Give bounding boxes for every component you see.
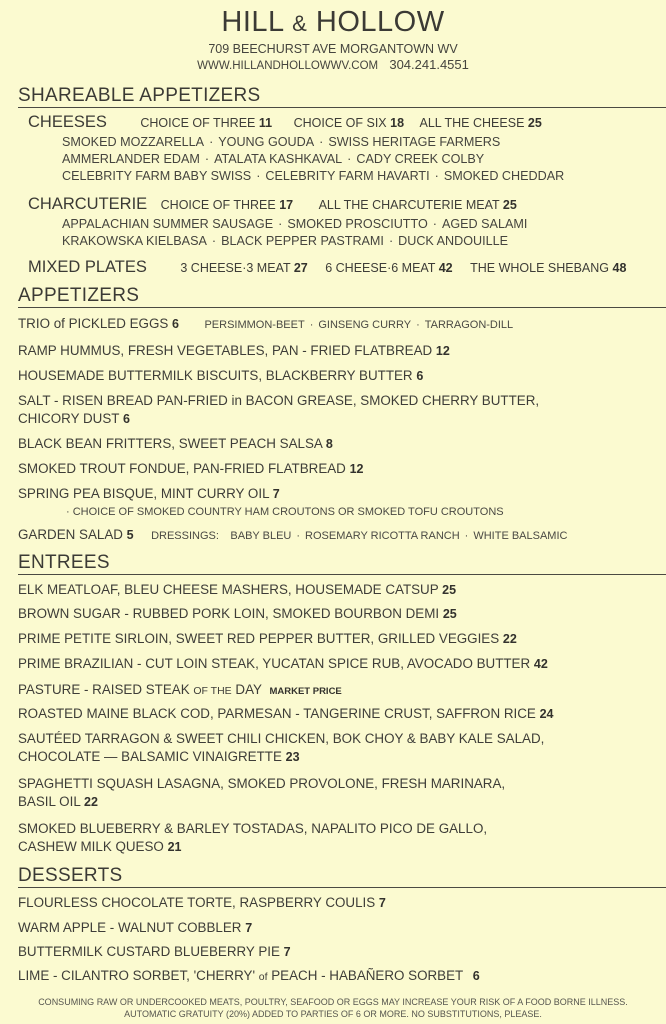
charcuterie-option-1: CHOICE OF THREE 17 (160, 198, 294, 212)
charcuterie-header (28, 196, 517, 213)
menu-item-blueberry-pie: BUTTERMILK CUSTARD BLUEBERRY PIE 7 (18, 944, 291, 959)
cheese-list-line-1: SMOKED MOZZARELLA · YOUNG GOUDA · SWISS HERITAGE FARMERS (62, 135, 501, 149)
menu-item-salt-risen-bread: SALT - RISEN BREAD PAN-FRIED in BACON GREASE, SMOKED CHERRY BUTTER, CHICORY DUST 6 (18, 393, 540, 426)
cheeses-header (28, 114, 542, 131)
section-heading-appetizers: APPETIZERS (18, 285, 666, 308)
menu-item-tostadas: SMOKED BLUEBERRY & BARLEY TOSTADAS, NAPALITO PICO DE GALLO, CASHEW MILK QUESO 21 (18, 821, 488, 854)
menu-item-pickled-eggs: TRIO of PICKLED EGGS 6 PERSIMMON-BEET · GINSENG CURRY · TARRAGON-DILL (18, 316, 514, 331)
menu-item-elk-meatloaf: ELK MEATLOAF, BLEU CHEESE MASHERS, HOUSEMADE CATSUP 25 (18, 582, 457, 597)
menu-item-biscuits: HOUSEMADE BUTTERMILK BISCUITS, BLACKBERRY BUTTER 6 (18, 368, 424, 383)
cheese-option-1: CHOICE OF THREE 11 (140, 116, 273, 130)
title-left: HILL (221, 6, 284, 38)
cheese-option-2: CHOICE OF SIX 18 (293, 116, 405, 130)
menu-item-black-cod: ROASTED MAINE BLACK COD, PARMESAN - TANGERINE CRUST, SAFFRON RICE 24 (18, 706, 554, 721)
footer-disclaimer (0, 996, 666, 1020)
menu-item-tarragon-chicken: SAUTÉED TARRAGON & SWEET CHILI CHICKEN, BOK CHOY & BABY KALE SALAD, CHOCOLATE — BALSAMIC VINAIGRETTE 23 (18, 731, 545, 764)
charcuterie-list-line-2: KRAKOWSKA KIELBASA · BLACK PEPPER PASTRAMI · DUCK ANDOUILLE (62, 234, 509, 248)
mixed-plates-label: MIXED PLATES (28, 258, 147, 276)
mixed-option-1: 3 CHEESE·3 MEAT 27 (180, 261, 308, 275)
section-heading-desserts: DESSERTS (18, 865, 666, 888)
menu-item-apple-cobbler: WARM APPLE - WALNUT COBBLER 7 (18, 920, 253, 935)
phone-number: 304.241.4551 (389, 57, 469, 72)
pea-bisque-note: · CHOICE OF SMOKED COUNTRY HAM CROUTONS OR SMOKED TOFU CROUTONS (66, 506, 504, 518)
menu-item-sorbet: LIME - CILANTRO SORBET, 'CHERRY' of PEACH - HABAÑERO SORBET 6 (18, 968, 480, 983)
mixed-option-2: 6 CHEESE·6 MEAT 42 (325, 261, 453, 275)
menu-item-ramp-hummus: RAMP HUMMUS, FRESH VEGETABLES, PAN - FRIED FLATBREAD 12 (18, 343, 450, 358)
food-safety-notice: CONSUMING RAW OR UNDERCOOKED MEATS, POULTRY, SEAFOOD OR EGGS MAY INCREASE YOUR RISK OF A FOOD BORNE ILLNESS. (38, 997, 628, 1007)
cheese-list-line-3: CELEBRITY FARM BABY SWISS · CELEBRITY FARM HAVARTI · SMOKED CHEDDAR (62, 169, 565, 183)
section-heading-shareable: SHAREABLE APPETIZERS (18, 85, 666, 108)
cheese-option-3: ALL THE CHEESE 25 (419, 116, 542, 130)
mixed-plates-header (28, 259, 626, 276)
menu-item-pork-loin: BROWN SUGAR - RUBBED PORK LOIN, SMOKED BOURBON DEMI 25 (18, 606, 457, 621)
address: 709 BEECHURST AVE MORGANTOWN WV (208, 42, 458, 56)
menu-item-pasture-steak: PASTURE - RAISED STEAK OF THE DAY MARKET PRICE (18, 682, 342, 697)
title-right: HOLLOW (315, 6, 445, 38)
menu-header (0, 4, 666, 74)
menu-item-squash-lasagna: SPAGHETTI SQUASH LASAGNA, SMOKED PROVOLONE, FRESH MARINARA, BASIL OIL 22 (18, 776, 506, 809)
menu-item-trout-fondue: SMOKED TROUT FONDUE, PAN-FRIED FLATBREAD 12 (18, 461, 364, 476)
menu-item-chocolate-torte: FLOURLESS CHOCOLATE TORTE, RASPBERRY COULIS 7 (18, 895, 386, 910)
charcuterie-label: CHARCUTERIE (28, 195, 148, 213)
restaurant-name (0, 4, 666, 42)
cheeses-label: CHEESES (28, 113, 107, 131)
mixed-option-3: THE WHOLE SHEBANG 48 (470, 261, 627, 275)
website-link[interactable]: WWW.HILLANDHOLLOWWV.COM (197, 60, 379, 72)
contact-line (0, 57, 666, 74)
section-heading-entrees: ENTREES (18, 552, 666, 575)
menu-item-pea-bisque: SPRING PEA BISQUE, MINT CURRY OIL 7 (18, 486, 280, 501)
menu-item-sirloin: PRIME PETITE SIRLOIN, SWEET RED PEPPER BUTTER, GRILLED VEGGIES 22 (18, 631, 517, 646)
menu-item-garden-salad: GARDEN SALAD 5 DRESSINGS: BABY BLEU · ROSEMARY RICOTTA RANCH · WHITE BALSAMIC (18, 527, 568, 542)
menu-item-black-bean-fritters: BLACK BEAN FRITTERS, SWEET PEACH SALSA 8 (18, 436, 333, 451)
title-ampersand: & (292, 11, 308, 36)
charcuterie-list-line-1: APPALACHIAN SUMMER SAUSAGE · SMOKED PROSCIUTTO · AGED SALAMI (62, 217, 528, 231)
menu-item-brazilian-steak: PRIME BRAZILIAN - CUT LOIN STEAK, YUCATAN SPICE RUB, AVOCADO BUTTER 42 (18, 656, 548, 671)
cheese-list-line-2: AMMERLANDER EDAM · ATALATA KASHKAVAL · CADY CREEK COLBY (62, 152, 485, 166)
gratuity-notice: AUTOMATIC GRATUITY (20%) ADDED TO PARTIES OF 6 OR MORE. NO SUBSTITUTIONS, PLEASE. (124, 1009, 542, 1019)
charcuterie-option-2: ALL THE CHARCUTERIE MEAT 25 (318, 198, 517, 212)
